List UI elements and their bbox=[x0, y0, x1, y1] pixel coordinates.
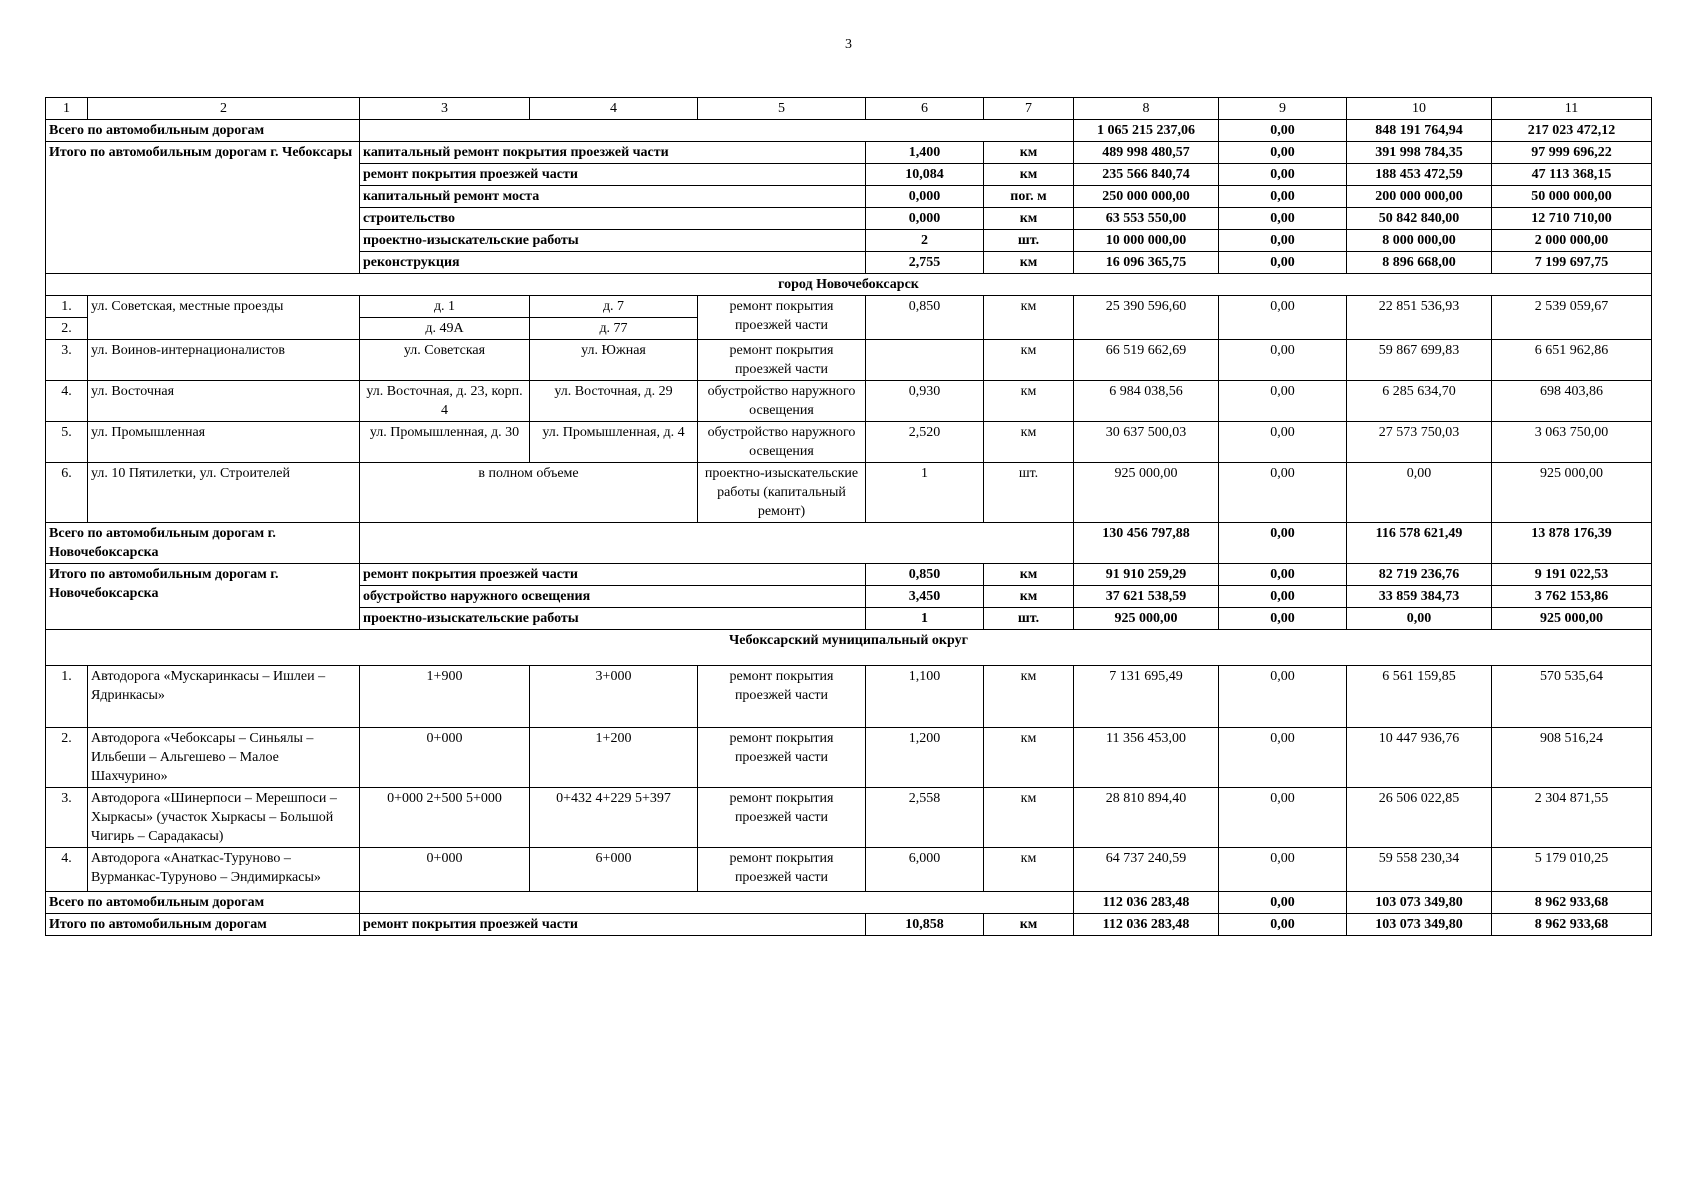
quantity: 0,930 bbox=[866, 381, 984, 422]
amount-v11: 9 191 022,53 bbox=[1492, 564, 1652, 586]
quantity: 10,858 bbox=[866, 914, 984, 936]
row-number: 2. bbox=[46, 728, 88, 788]
quantity: 2,558 bbox=[866, 788, 984, 848]
to-point: ул. Южная bbox=[530, 340, 698, 381]
row-number: 4. bbox=[46, 381, 88, 422]
amount-v11: 97 999 696,22 bbox=[1492, 142, 1652, 164]
work-type: проектно-изыскательские работы bbox=[360, 230, 866, 252]
extent: в полном объеме bbox=[360, 463, 698, 523]
quantity bbox=[866, 340, 984, 381]
amount-v10: 33 859 384,73 bbox=[1347, 586, 1492, 608]
road-name: ул. Промышленная bbox=[88, 422, 360, 463]
amount-v8: 250 000 000,00 bbox=[1074, 186, 1219, 208]
road-name: Автодорога «Анаткас-Туруново – Вурманкас-Туруново – Эндимиркасы» bbox=[88, 848, 360, 892]
itogo-label: Итого по автомобильным дорогам г. Новочебоксарска bbox=[46, 564, 360, 630]
amount-v11: 5 179 010,25 bbox=[1492, 848, 1652, 892]
amount-v11: 2 304 871,55 bbox=[1492, 788, 1652, 848]
from-point: 0+000 2+500 5+000 bbox=[360, 788, 530, 848]
road-row bbox=[46, 422, 1652, 463]
work-type: ремонт покрытия проезжей части bbox=[698, 340, 866, 381]
road-row bbox=[46, 340, 1652, 381]
work-type: ремонт покрытия проезжей части bbox=[698, 296, 866, 340]
quantity: 10,084 bbox=[866, 164, 984, 186]
amount-v10: 6 285 634,70 bbox=[1347, 381, 1492, 422]
amount-v9: 0,00 bbox=[1219, 230, 1347, 252]
amount-v11: 3 063 750,00 bbox=[1492, 422, 1652, 463]
unit: км bbox=[984, 340, 1074, 381]
amount-v8: 91 910 259,29 bbox=[1074, 564, 1219, 586]
unit: км bbox=[984, 914, 1074, 936]
row-number: 3. bbox=[46, 340, 88, 381]
amount-v9: 0,00 bbox=[1219, 848, 1347, 892]
road-name: ул. Восточная bbox=[88, 381, 360, 422]
amount-v8: 6 984 038,56 bbox=[1074, 381, 1219, 422]
amount-v8: 30 637 500,03 bbox=[1074, 422, 1219, 463]
total-label: Всего по автомобильным дорогам bbox=[46, 892, 360, 914]
work-type: строительство bbox=[360, 208, 866, 230]
amount-v10: 59 558 230,34 bbox=[1347, 848, 1492, 892]
amount-v10: 103 073 349,80 bbox=[1347, 914, 1492, 936]
unit: км bbox=[984, 564, 1074, 586]
amount-v11: 925 000,00 bbox=[1492, 608, 1652, 630]
to-point: 0+432 4+229 5+397 bbox=[530, 788, 698, 848]
row-number: 2. bbox=[46, 318, 88, 340]
quantity: 1,100 bbox=[866, 666, 984, 728]
quantity: 3,450 bbox=[866, 586, 984, 608]
total-value: 848 191 764,94 bbox=[1347, 120, 1492, 142]
amount-v11: 50 000 000,00 bbox=[1492, 186, 1652, 208]
amount-v10: 0,00 bbox=[1347, 463, 1492, 523]
road-works-table bbox=[45, 97, 1652, 936]
amount-v9: 0,00 bbox=[1219, 164, 1347, 186]
total-row bbox=[46, 892, 1652, 914]
unit: пог. м bbox=[984, 186, 1074, 208]
amount-v9: 0,00 bbox=[1219, 914, 1347, 936]
section-title: город Новочебоксарск bbox=[46, 274, 1652, 296]
row-number: 1. bbox=[46, 666, 88, 728]
work-type: реконструкция bbox=[360, 252, 866, 274]
to-point: ул. Восточная, д. 29 bbox=[530, 381, 698, 422]
amount-v8: 16 096 365,75 bbox=[1074, 252, 1219, 274]
work-type: обустройство наружного освещения bbox=[360, 586, 866, 608]
amount-v11: 6 651 962,86 bbox=[1492, 340, 1652, 381]
page-number: 3 bbox=[845, 37, 852, 52]
amount-v11: 47 113 368,15 bbox=[1492, 164, 1652, 186]
total-label: Всего по автомобильным дорогам г. Новочебоксарска bbox=[46, 523, 360, 564]
amount-v9: 0,00 bbox=[1219, 788, 1347, 848]
road-row bbox=[46, 666, 1652, 728]
total-value: 0,00 bbox=[1219, 523, 1347, 564]
to-point: 6+000 bbox=[530, 848, 698, 892]
amount-v10: 188 453 472,59 bbox=[1347, 164, 1492, 186]
amount-v11: 698 403,86 bbox=[1492, 381, 1652, 422]
work-type: капитальный ремонт моста bbox=[360, 186, 866, 208]
itogo-row bbox=[46, 564, 1652, 586]
work-type: обустройство наружного освещения bbox=[698, 422, 866, 463]
itogo-label: Итого по автомобильным дорогам г. Чебоксары bbox=[46, 142, 360, 274]
unit: км bbox=[984, 728, 1074, 788]
amount-v10: 59 867 699,83 bbox=[1347, 340, 1492, 381]
amount-v10: 391 998 784,35 bbox=[1347, 142, 1492, 164]
empty-cell bbox=[360, 523, 1074, 564]
from-point: д. 1 bbox=[360, 296, 530, 318]
section-title: Чебоксарский муниципальный округ bbox=[46, 630, 1652, 666]
from-point: ул. Восточная, д. 23, корп. 4 bbox=[360, 381, 530, 422]
amount-v8: 235 566 840,74 bbox=[1074, 164, 1219, 186]
column-number-header: 9 bbox=[1219, 98, 1347, 120]
amount-v8: 28 810 894,40 bbox=[1074, 788, 1219, 848]
itogo-label: Итого по автомобильным дорогам bbox=[46, 914, 360, 936]
column-number-header: 11 bbox=[1492, 98, 1652, 120]
amount-v9: 0,00 bbox=[1219, 564, 1347, 586]
amount-v9: 0,00 bbox=[1219, 422, 1347, 463]
road-name: ул. Воинов-интернационалистов bbox=[88, 340, 360, 381]
unit: км bbox=[984, 142, 1074, 164]
work-type: ремонт покрытия проезжей части bbox=[698, 728, 866, 788]
amount-v8: 64 737 240,59 bbox=[1074, 848, 1219, 892]
amount-v10: 8 000 000,00 bbox=[1347, 230, 1492, 252]
empty-cell bbox=[360, 892, 1074, 914]
amount-v9: 0,00 bbox=[1219, 586, 1347, 608]
unit: км bbox=[984, 208, 1074, 230]
row-number: 5. bbox=[46, 422, 88, 463]
amount-v11: 3 762 153,86 bbox=[1492, 586, 1652, 608]
total-value: 103 073 349,80 bbox=[1347, 892, 1492, 914]
road-name: Автодорога «Шинерпоси – Мерешпоси – Хыркасы» (участок Хыркасы – Большой Чигирь – Сарадакасы) bbox=[88, 788, 360, 848]
quantity: 0,000 bbox=[866, 186, 984, 208]
amount-v11: 8 962 933,68 bbox=[1492, 914, 1652, 936]
to-point: д. 77 bbox=[530, 318, 698, 340]
amount-v10: 6 561 159,85 bbox=[1347, 666, 1492, 728]
quantity: 2,520 bbox=[866, 422, 984, 463]
from-point: 1+900 bbox=[360, 666, 530, 728]
amount-v8: 925 000,00 bbox=[1074, 608, 1219, 630]
amount-v8: 112 036 283,48 bbox=[1074, 914, 1219, 936]
road-row bbox=[46, 788, 1652, 848]
to-point: 1+200 bbox=[530, 728, 698, 788]
amount-v8: 25 390 596,60 bbox=[1074, 296, 1219, 340]
quantity: 1,200 bbox=[866, 728, 984, 788]
road-name: Автодорога «Мускаринкасы – Ишлеи – Ядринкасы» bbox=[88, 666, 360, 728]
road-row bbox=[46, 848, 1652, 892]
amount-v10: 27 573 750,03 bbox=[1347, 422, 1492, 463]
work-type: проектно-изыскательские работы (капитальный ремонт) bbox=[698, 463, 866, 523]
amount-v8: 11 356 453,00 bbox=[1074, 728, 1219, 788]
column-number-header: 6 bbox=[866, 98, 984, 120]
from-point: 0+000 bbox=[360, 728, 530, 788]
road-row bbox=[46, 296, 1652, 318]
amount-v8: 37 621 538,59 bbox=[1074, 586, 1219, 608]
total-label: Всего по автомобильным дорогам bbox=[46, 120, 360, 142]
quantity: 0,850 bbox=[866, 296, 984, 340]
row-number: 3. bbox=[46, 788, 88, 848]
column-number-header: 4 bbox=[530, 98, 698, 120]
road-row bbox=[46, 728, 1652, 788]
amount-v9: 0,00 bbox=[1219, 463, 1347, 523]
from-point: ул. Советская bbox=[360, 340, 530, 381]
unit: км bbox=[984, 164, 1074, 186]
amount-v11: 570 535,64 bbox=[1492, 666, 1652, 728]
unit: км bbox=[984, 586, 1074, 608]
itogo-row bbox=[46, 142, 1652, 164]
amount-v9: 0,00 bbox=[1219, 608, 1347, 630]
column-number-header: 10 bbox=[1347, 98, 1492, 120]
empty-cell bbox=[360, 120, 1074, 142]
section-title-row bbox=[46, 630, 1652, 666]
unit: шт. bbox=[984, 608, 1074, 630]
row-number: 6. bbox=[46, 463, 88, 523]
unit: км bbox=[984, 296, 1074, 340]
amount-v8: 489 998 480,57 bbox=[1074, 142, 1219, 164]
total-row bbox=[46, 120, 1652, 142]
total-value: 217 023 472,12 bbox=[1492, 120, 1652, 142]
amount-v10: 82 719 236,76 bbox=[1347, 564, 1492, 586]
itogo-row bbox=[46, 914, 1652, 936]
amount-v9: 0,00 bbox=[1219, 381, 1347, 422]
amount-v9: 0,00 bbox=[1219, 208, 1347, 230]
work-type: обустройство наружного освещения bbox=[698, 381, 866, 422]
quantity: 0,850 bbox=[866, 564, 984, 586]
column-number-header: 7 bbox=[984, 98, 1074, 120]
amount-v9: 0,00 bbox=[1219, 142, 1347, 164]
amount-v10: 26 506 022,85 bbox=[1347, 788, 1492, 848]
row-number: 1. bbox=[46, 296, 88, 318]
amount-v9: 0,00 bbox=[1219, 728, 1347, 788]
quantity: 0,000 bbox=[866, 208, 984, 230]
work-type: капитальный ремонт покрытия проезжей части bbox=[360, 142, 866, 164]
amount-v10: 0,00 bbox=[1347, 608, 1492, 630]
road-row bbox=[46, 463, 1652, 523]
amount-v9: 0,00 bbox=[1219, 666, 1347, 728]
total-value: 116 578 621,49 bbox=[1347, 523, 1492, 564]
to-point: 3+000 bbox=[530, 666, 698, 728]
road-name: Автодорога «Чебоксары – Синьялы – Ильбеши – Альгешево – Малое Шахчурино» bbox=[88, 728, 360, 788]
amount-v10: 10 447 936,76 bbox=[1347, 728, 1492, 788]
total-value: 112 036 283,48 bbox=[1074, 892, 1219, 914]
quantity: 2 bbox=[866, 230, 984, 252]
from-point: ул. Промышленная, д. 30 bbox=[360, 422, 530, 463]
quantity: 1 bbox=[866, 463, 984, 523]
unit: шт. bbox=[984, 463, 1074, 523]
amount-v11: 925 000,00 bbox=[1492, 463, 1652, 523]
amount-v11: 2 539 059,67 bbox=[1492, 296, 1652, 340]
amount-v11: 2 000 000,00 bbox=[1492, 230, 1652, 252]
total-value: 8 962 933,68 bbox=[1492, 892, 1652, 914]
amount-v9: 0,00 bbox=[1219, 252, 1347, 274]
row-number: 4. bbox=[46, 848, 88, 892]
amount-v9: 0,00 bbox=[1219, 186, 1347, 208]
amount-v10: 50 842 840,00 bbox=[1347, 208, 1492, 230]
quantity: 6,000 bbox=[866, 848, 984, 892]
unit: шт. bbox=[984, 230, 1074, 252]
column-number-header: 1 bbox=[46, 98, 88, 120]
amount-v8: 7 131 695,49 bbox=[1074, 666, 1219, 728]
work-type: ремонт покрытия проезжей части bbox=[360, 164, 866, 186]
total-value: 0,00 bbox=[1219, 892, 1347, 914]
amount-v8: 925 000,00 bbox=[1074, 463, 1219, 523]
amount-v11: 7 199 697,75 bbox=[1492, 252, 1652, 274]
amount-v8: 66 519 662,69 bbox=[1074, 340, 1219, 381]
work-type: ремонт покрытия проезжей части bbox=[698, 788, 866, 848]
amount-v11: 908 516,24 bbox=[1492, 728, 1652, 788]
section-title-row bbox=[46, 274, 1652, 296]
work-type: ремонт покрытия проезжей части bbox=[360, 564, 866, 586]
work-type: ремонт покрытия проезжей части bbox=[698, 666, 866, 728]
amount-v10: 22 851 536,93 bbox=[1347, 296, 1492, 340]
road-name: ул. Советская, местные проезды bbox=[88, 296, 360, 340]
amount-v9: 0,00 bbox=[1219, 340, 1347, 381]
amount-v11: 12 710 710,00 bbox=[1492, 208, 1652, 230]
total-value: 0,00 bbox=[1219, 120, 1347, 142]
road-name: ул. 10 Пятилетки, ул. Строителей bbox=[88, 463, 360, 523]
column-number-header: 3 bbox=[360, 98, 530, 120]
quantity: 2,755 bbox=[866, 252, 984, 274]
unit: км bbox=[984, 422, 1074, 463]
column-number-header: 5 bbox=[698, 98, 866, 120]
amount-v10: 200 000 000,00 bbox=[1347, 186, 1492, 208]
quantity: 1 bbox=[866, 608, 984, 630]
unit: км bbox=[984, 666, 1074, 728]
total-value: 130 456 797,88 bbox=[1074, 523, 1219, 564]
amount-v8: 10 000 000,00 bbox=[1074, 230, 1219, 252]
from-point: 0+000 bbox=[360, 848, 530, 892]
unit: км bbox=[984, 848, 1074, 892]
header-row bbox=[46, 98, 1652, 120]
unit: км bbox=[984, 252, 1074, 274]
amount-v9: 0,00 bbox=[1219, 296, 1347, 340]
amount-v10: 8 896 668,00 bbox=[1347, 252, 1492, 274]
from-point: д. 49А bbox=[360, 318, 530, 340]
unit: км bbox=[984, 381, 1074, 422]
quantity: 1,400 bbox=[866, 142, 984, 164]
total-value: 13 878 176,39 bbox=[1492, 523, 1652, 564]
to-point: д. 7 bbox=[530, 296, 698, 318]
total-value: 1 065 215 237,06 bbox=[1074, 120, 1219, 142]
work-type: проектно-изыскательские работы bbox=[360, 608, 866, 630]
work-type: ремонт покрытия проезжей части bbox=[698, 848, 866, 892]
column-number-header: 2 bbox=[88, 98, 360, 120]
work-type: ремонт покрытия проезжей части bbox=[360, 914, 866, 936]
column-number-header: 8 bbox=[1074, 98, 1219, 120]
unit: км bbox=[984, 788, 1074, 848]
road-row bbox=[46, 381, 1652, 422]
to-point: ул. Промышленная, д. 4 bbox=[530, 422, 698, 463]
amount-v8: 63 553 550,00 bbox=[1074, 208, 1219, 230]
total-row bbox=[46, 523, 1652, 564]
